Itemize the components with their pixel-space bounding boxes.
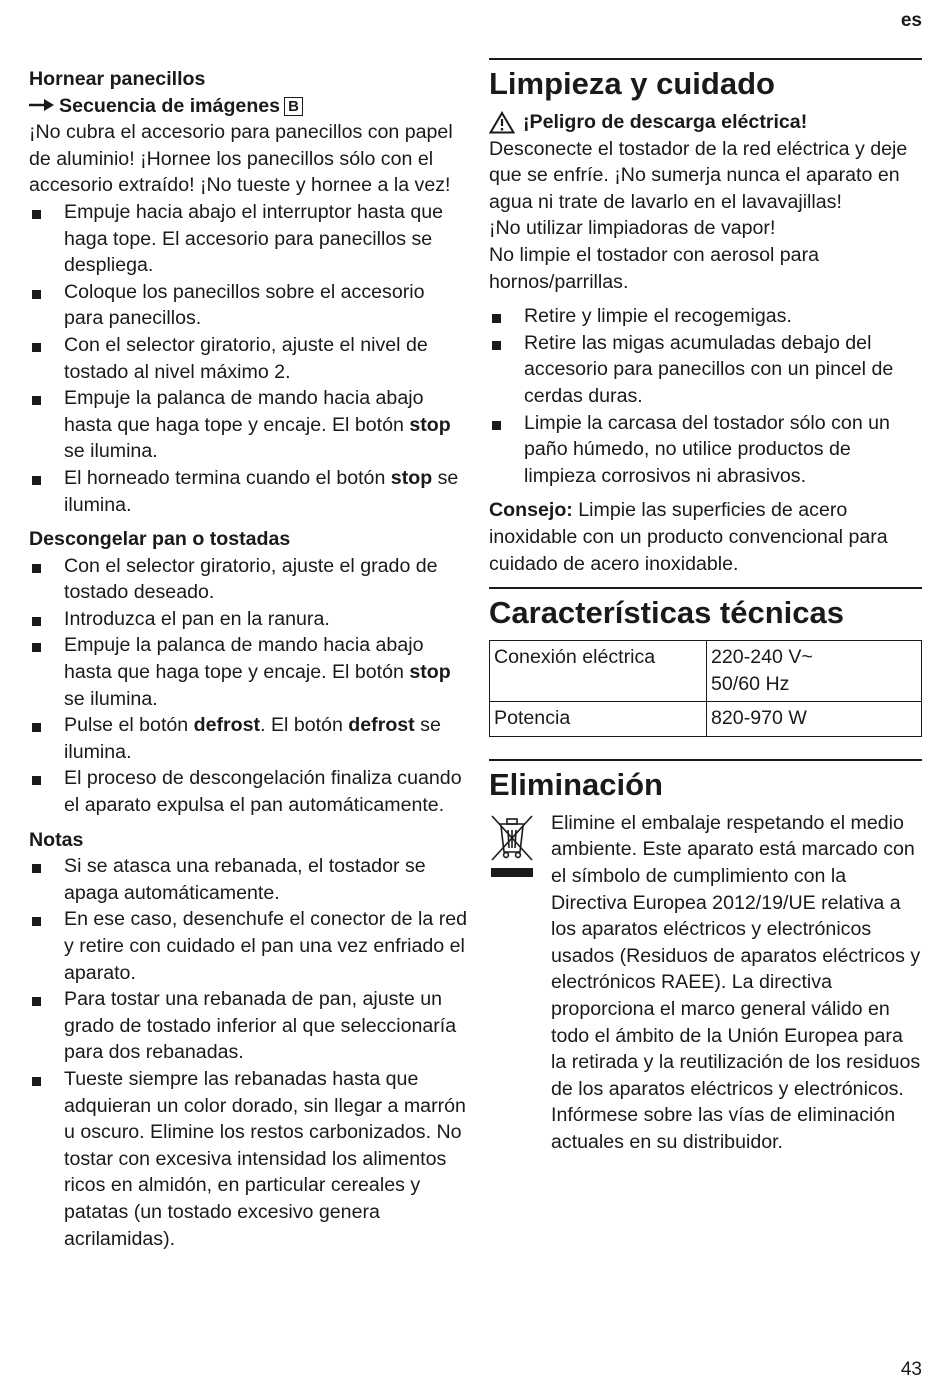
warning-triangle-icon [489, 111, 515, 134]
text: Empuje la palanca de mando hacia abajo hasta que haga tope y encaje. El botón [64, 387, 424, 436]
section-notas-title: Notas [29, 828, 84, 851]
tip-text: Limpie las superficies de acero inoxidable con un producto convencional para cuidado de acero inoxidable. [489, 499, 888, 575]
text: se ilumina. [64, 466, 459, 516]
table-row [490, 641, 922, 702]
spec-table [489, 640, 922, 737]
spec-key: Potencia [490, 702, 707, 737]
text: se ilumina. [64, 687, 158, 710]
list-item: Con el selector giratorio, ajuste el nivel de tostado al nivel máximo 2. [29, 332, 469, 385]
list-item [29, 385, 469, 465]
table-row [490, 702, 922, 737]
warning-line [489, 109, 922, 136]
language-code: es [900, 10, 922, 31]
defrost-keyword: defrost [193, 714, 261, 737]
list-item: Introduzca el pan en la ranura. [29, 606, 469, 633]
stop-keyword: stop [390, 466, 433, 489]
spec-value: 220-240 V~ 50/60 Hz [707, 641, 922, 702]
descongelar-list [29, 553, 469, 819]
text: Empuje la palanca de mando hacia abajo hasta que haga tope y encaje. El botón [64, 634, 424, 684]
list-item: Empuje hacia abajo el interruptor hasta que haga tope. El accesorio para panecillos se despliega. [29, 199, 469, 279]
weee-crossed-bin-icon [489, 810, 551, 1156]
limpieza-heading: Limpieza y cuidado [489, 58, 922, 109]
tip-paragraph [489, 497, 922, 577]
list-item: Limpie la carcasa del tostador sólo con un paño húmedo, no utilice productos de limpieza corrosivos ni abrasivos. [489, 410, 922, 490]
eliminacion-block [489, 810, 922, 1156]
list-item: Para tostar una rebanada de pan, ajuste un grado de tostado inferior al que seleccionaría para dos rebanadas. [29, 986, 469, 1066]
hornear-list [29, 199, 469, 518]
list-item: Coloque los panecillos sobre el accesorio para panecillos. [29, 279, 469, 332]
list-item [29, 712, 469, 765]
text: se ilumina. [64, 440, 158, 463]
tecnicas-heading: Características técnicas [489, 587, 922, 638]
right-column [489, 58, 922, 1156]
sequence-reference [29, 93, 469, 120]
list-item: Tueste siempre las rebanadas hasta que adquieran un color dorado, sin llegar a marrón u oscuro. Elimine los restos carbonizados. No tostar con excesiva intensidad los alimentos ricos en almidón, en particular cereales y patatas (un tostado excesivo genera acrilamidas). [29, 1066, 469, 1252]
list-item [29, 632, 469, 712]
list-item: En ese caso, desenchufe el conector de la red y retire con cuidado el pan una vez enfriado el aparato. [29, 906, 469, 986]
defrost-keyword: defrost [348, 714, 415, 737]
arrow-right-icon [29, 93, 59, 120]
eliminacion-heading: Eliminación [489, 759, 922, 810]
text: se ilumina. [64, 714, 441, 763]
list-item: El proceso de descongelación finaliza cuando el aparato expulsa el pan automáticamente. [29, 765, 469, 818]
left-column [29, 66, 469, 1252]
stop-keyword: stop [409, 413, 451, 436]
list-item: Con el selector giratorio, ajuste el grado de tostado deseado. [29, 553, 469, 606]
text: El horneado termina cuando el botón [64, 466, 391, 489]
tip-label: Consejo: [489, 499, 573, 522]
limpieza-p1: Desconecte el tostador de la red eléctrica y deje que se enfríe. ¡No sumerja nunca el aparato en agua ni trate de lavarlo en el lavavajillas! [489, 137, 908, 213]
limpieza-p2: ¡No utilizar limpiadoras de vapor! [489, 217, 776, 240]
notas-list [29, 853, 469, 1252]
picture-sequence-box: B [284, 97, 303, 116]
limpieza-p3: No limpie el tostador con aerosol para hornos/parrillas. [489, 243, 820, 293]
stop-keyword: stop [409, 661, 451, 684]
spec-value: 820-970 W [707, 702, 922, 737]
text: . El botón [260, 714, 349, 737]
list-item: Si se atasca una rebanada, el tostador se apaga automáticamente. [29, 853, 469, 906]
section-descongelar-title: Descongelar pan o tostadas [29, 528, 291, 551]
list-item: Retire las migas acumuladas debajo del accesorio para panecillos con un pincel de cerdas duras. [489, 330, 922, 410]
text: Pulse el botón [64, 714, 194, 737]
spec-key: Conexión eléctrica [490, 641, 707, 702]
hornear-intro: ¡No cubra el accesorio para panecillos con papel de aluminio! ¡Hornee los panecillos sólo con el accesorio extraído! ¡No tueste y hornee a la vez! [29, 121, 453, 197]
section-hornear-title: Hornear panecillos [29, 68, 206, 90]
limpieza-list [489, 303, 922, 489]
eliminacion-text: Elimine el embalaje respetando el medio ambiente. Este aparato está marcado con el símbolo de cumplimiento con la Directiva Europea 2012/19/UE relativa a los aparatos eléctricos y electrónicos usados (Residuos de aparatos eléctricos y electrónicos RAEE). La directiva proporciona el marco general válido en todo el ámbito de la Unión Europea para la retirada y la reutilización de los residuos de los aparatos eléctricos y electrónicos. Infórmese sobre las vías de eliminación actuales en su distribuidor. [551, 811, 921, 1153]
page-number: 43 [900, 1359, 922, 1381]
list-item: Retire y limpie el recogemigas. [489, 303, 922, 330]
sequence-label: Secuencia de imágenes [59, 94, 281, 117]
list-item [29, 465, 469, 518]
warning-text: ¡Peligro de descarga eléctrica! [523, 111, 808, 133]
